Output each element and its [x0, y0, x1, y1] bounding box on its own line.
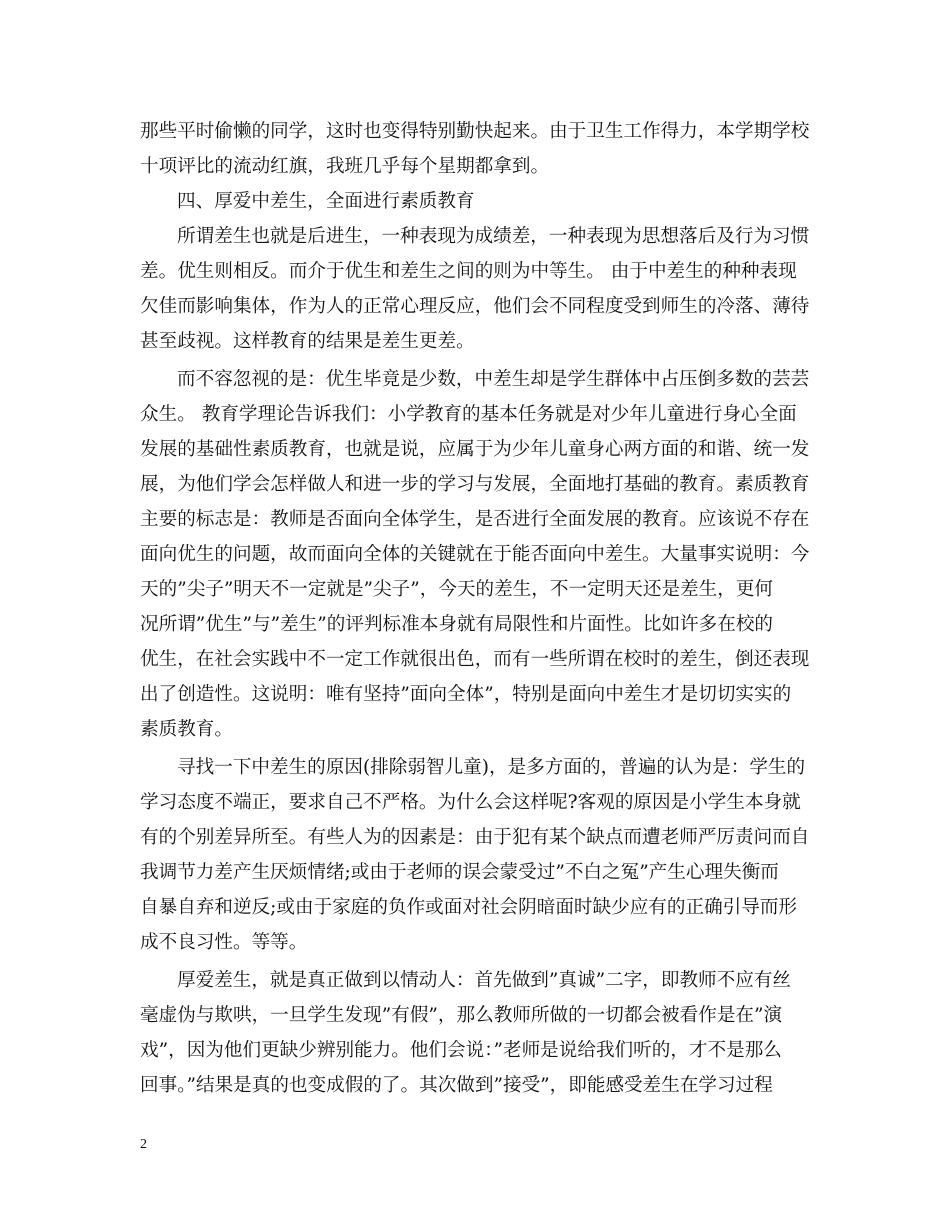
text-line: 素质教育。: [140, 719, 233, 740]
text-line: 发展的基础性素质教育，也就是说，应属于为少年儿童身心两方面的和谐、统一发: [140, 439, 810, 460]
text-line: 那些平时偷懒的同学，这时也变得特别勤快起来。由于卫生工作得力，本学期学校: [140, 121, 810, 142]
section-heading: 四、厚爱中差生，全面进行素质教育: [177, 191, 475, 212]
text-line: 戏”，因为他们更缺少辨别能力。他们会说：”老师是说给我们听的，才不是那么: [140, 1040, 782, 1061]
text-line: 自暴自弃和逆反;或由于家庭的负作或面对社会阴暗面时缺少应有的正确引导而形: [140, 897, 798, 918]
text-line: 所谓差生也就是后进生，一种表现为成绩差，一种表现为思想落后及行为习惯: [177, 226, 810, 247]
text-line: 出了创造性。这说明：唯有坚持”面向全体”，特别是面向中差生才是切切实实的: [140, 684, 792, 705]
text-line: 欠佳而影响集体，作为人的正常心理反应，他们会不同程度受到师生的冷落、薄待: [140, 296, 810, 317]
text-line: 主要的标志是：教师是否面向全体学生，是否进行全面发展的教育。应该说不存在: [140, 509, 810, 530]
text-line: 差。优生则相反。而介于优生和差生之间的则为中等生。 由于中差生的种种表现: [140, 261, 797, 282]
text-line: 成不良习性。等等。: [140, 932, 308, 953]
text-line: 天的”尖子”明天不一定就是”尖子”，今天的差生，不一定明天还是差生，更何: [140, 579, 774, 600]
text-line: 而不容忽视的是：优生毕竟是少数，中差生却是学生群体中占压倒多数的芸芸: [177, 369, 810, 390]
text-line: 十项评比的流动红旗，我班几乎每个星期都拿到。: [140, 156, 550, 177]
text-line: 展，为他们学会怎样做人和进一步的学习与发展，全面地打基础的教育。素质教育: [140, 474, 810, 495]
text-line: 我调节力差产生厌烦情绪;或由于老师的误会蒙受过”不白之冤”产生心理失衡而: [140, 862, 779, 883]
body-text: [140, 114, 812, 1103]
text-line: 回事。”结果是真的也变成假的了。其次做到”接受”，即能感受差生在学习过程: [140, 1075, 773, 1096]
text-line: 面向优生的问题，故而面向全体的关键就在于能否面向中差生。大量事实说明：今: [140, 544, 810, 565]
page-number: 2: [140, 1137, 147, 1152]
text-line: 有的个别差异所至。有些人为的因素是：由于犯有某个缺点而遭老师严厉责问而自: [140, 827, 810, 848]
text-line: 众生。 教育学理论告诉我们：小学教育的基本任务就是对少年儿童进行身心全面: [140, 404, 797, 425]
text-line: 甚至歧视。这样教育的结果是差生更差。: [140, 331, 475, 352]
text-line: 厚爱差生，就是真正做到以情动人：首先做到”真诚”二字，即教师不应有丝: [177, 970, 792, 991]
text-line: 寻找一下中差生的原因(排除弱智儿童)，是多方面的，普遍的认为是：学生的: [177, 757, 806, 778]
text-line: 况所谓”优生”与”差生”的评判标准本身就有局限性和片面性。比如许多在校的: [140, 614, 774, 635]
text-line: 优生，在社会实践中不一定工作就很出色，而有一些所谓在校时的差生，倒还表现: [140, 649, 810, 670]
text-line: 毫虚伪与欺哄，一旦学生发现”有假”，那么教师所做的一切都会被看作是在”演: [140, 1005, 783, 1026]
text-line: 学习态度不端正，要求自己不严格。为什么会这样呢?客观的原因是小学生本身就: [140, 792, 801, 813]
